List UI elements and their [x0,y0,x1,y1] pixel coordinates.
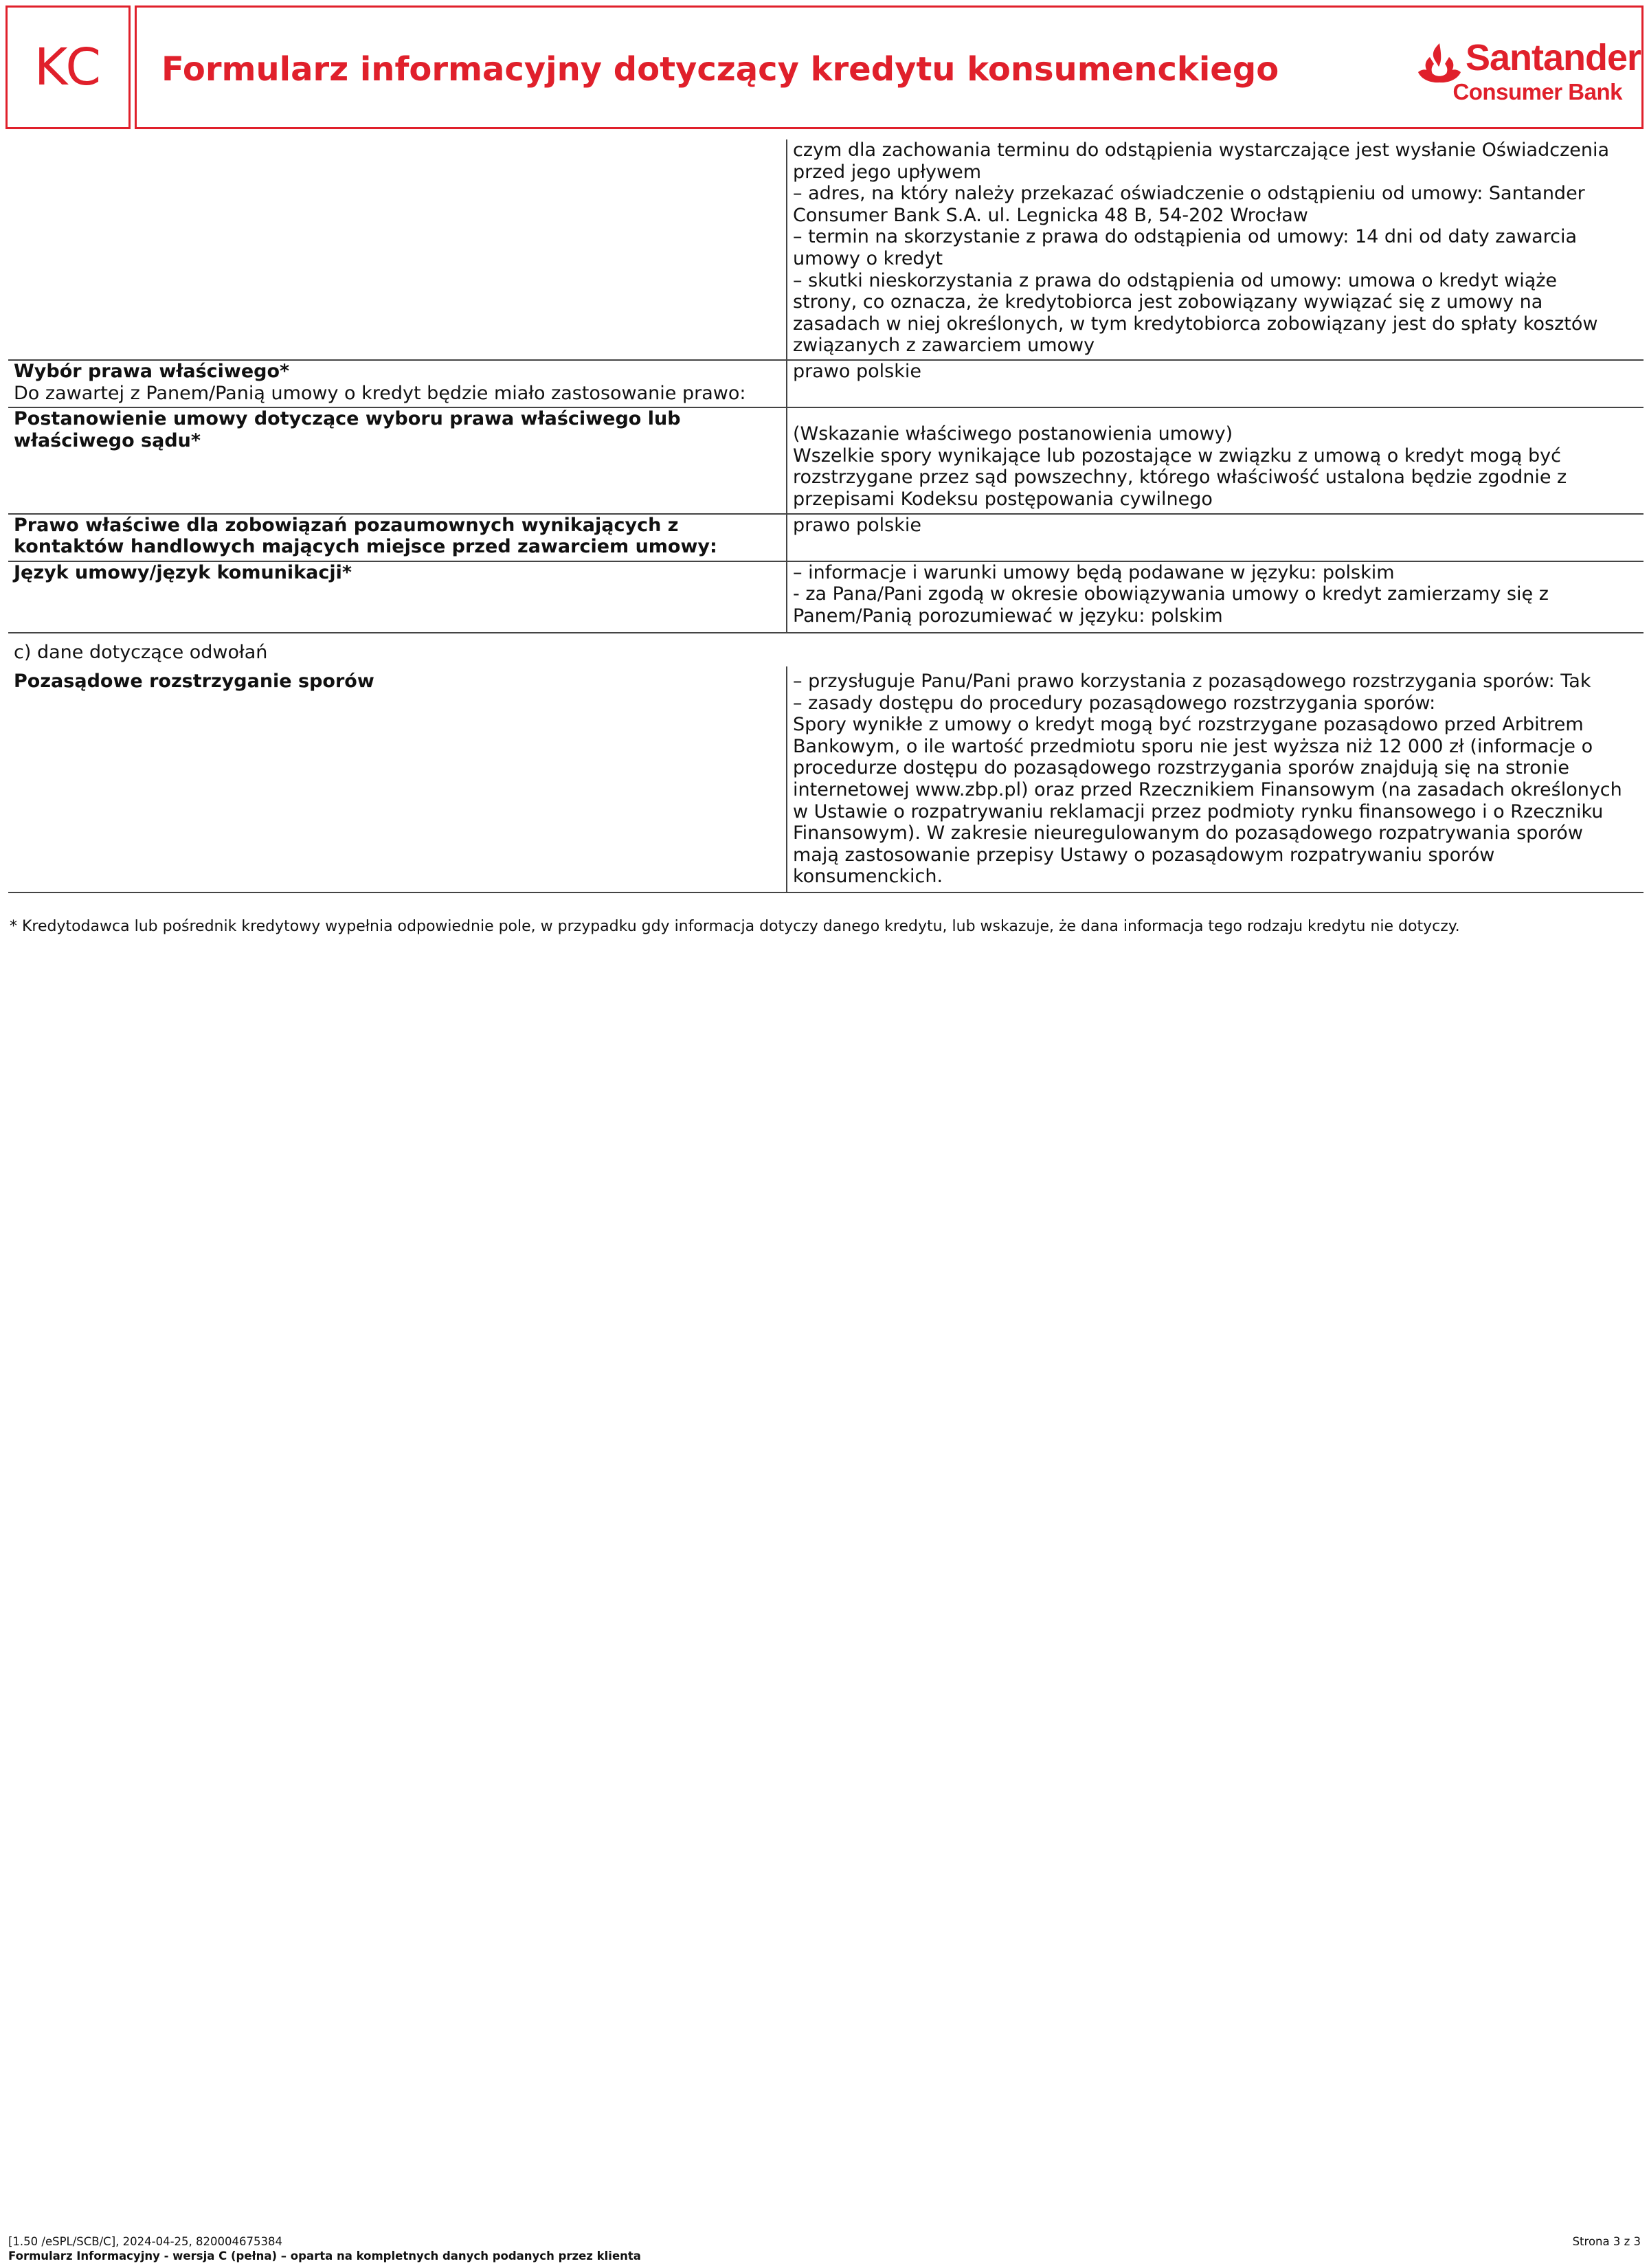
table-row [8,561,1644,633]
row-title: Postanowienie umowy dotyczące wyboru prawa właściwego lub właściwego sądu* [14,408,687,451]
santander-logo [1416,37,1641,108]
text-line: – skutki nieskorzystania z prawa do odstąpienia od umowy: umowa o kredyt wiąże [793,269,1558,291]
row-value: prawo polskie [787,360,1644,407]
text-line: Spory wynikłe z umowy o kredyt mogą być rozstrzygane pozasądowo przed Arbitrem [793,714,1584,736]
flame-icon [1416,42,1463,83]
brand-name: Santander [1466,37,1641,78]
row-title: Język umowy/język komunikacji* [14,561,352,583]
text-line: Finansowym). W zakresie nieuregulowanym do pozasądowego rozpatrywania sporów [793,822,1583,844]
row-value [787,561,1644,633]
text-line: Consumer Bank S.A. ul. Legnicka 48 B, 54-202 Wrocław [793,204,1308,226]
header-title-box [135,5,1644,129]
row-title: Pozasądowe rozstrzyganie sporów [14,671,374,693]
table-row [8,360,1644,407]
page-title: Formularz informacyjny dotyczący kredytu konsumenckiego [161,50,1279,89]
row-label-empty [8,139,787,360]
row-value: prawo polskie [787,514,1644,561]
table-row [8,139,1644,360]
section-spacer [787,633,1644,666]
text-line: – termin na skorzystanie z prawa do odstąpienia od umowy: 14 dni od daty zawarcia [793,226,1578,248]
table-row [8,666,1644,892]
text-line: konsumenckich. [793,866,943,888]
info-table [8,139,1644,893]
page-number: Strona 3 z 3 [1572,2235,1641,2248]
row-description: Do zawartej z Panem/Panią umowy o kredyt będzie miało zastosowanie prawo: [14,382,746,404]
section-heading: c) dane dotyczące odwołań [14,642,268,664]
text-line: Panem/Panią porozumiewać w języku: polskim [793,605,1223,627]
text-line: umowy o kredyt [793,247,943,269]
text-line: czym dla zachowania terminu do odstąpienia wystarczające jest wysłanie Oświadczenia [793,139,1610,161]
row-value [787,407,1644,513]
text-line: zasadach w niej określonych, w tym kredytobiorca zobowiązany jest do spłaty kosztów [793,313,1598,335]
row-value [787,666,1644,892]
footnote: * Kredytodawca lub pośrednik kredytowy wypełnia odpowiednie pole, w przypadku gdy informacja dotyczy danego kredytu, lub wskazuje, że dana informacja tego rodzaju kredytu nie dotyczy. [10,918,1460,935]
row-label [8,561,787,633]
text-line: – przysługuje Panu/Pani prawo korzystania z pozasądowego rozstrzygania sporów: Tak [793,671,1591,693]
text-line: (Wskazanie właściwego postanowienia umowy) [793,423,1233,445]
footer-reference: [1.50 /eSPL/SCB/C], 2024-04-25, 820004675384 [8,2235,282,2248]
row-label [8,360,787,407]
text-line: Bankowym, o ile wartość przedmiotu sporu nie jest wyższa niż 12 000 zł (informacje o [793,735,1593,757]
footer-info [8,2234,641,2263]
text-line: – zasady dostępu do procedury pozasądowego rozstrzygania sporów: [793,692,1436,714]
section-header-row [8,633,1644,666]
form-code-box [5,5,131,129]
text-line: strony, co oznacza, że kredytobiorca jest zobowiązany wywiązać się z umowy na [793,291,1543,313]
withdrawal-details [787,139,1644,360]
table-row [8,407,1644,513]
text-line: – adres, na który należy przekazać oświadczenie o odstąpieniu od umowy: Santander [793,183,1585,205]
text-line: internetowej www.zbp.pl) oraz przed Rzecznikiem Finansowym (na zasadach określonych [793,779,1622,801]
row-label [8,407,787,513]
text-line: Wszelkie spory wynikające lub pozostające w związku z umową o kredyt mogą być [793,445,1561,467]
brand-subtitle: Consumer Bank [1452,79,1622,104]
text-line: rozstrzygane przez sąd powszechny, którego właściwość ustalona będzie zgodnie z [793,467,1567,489]
row-title: Wybór prawa właściwego* [14,360,290,382]
text-line: przed jego upływem [793,161,981,183]
footer-document-name: Formularz Informacyjny - wersja C (pełna) – oparta na kompletnych danych podanych przez klienta [8,2249,641,2263]
row-title: Prawo właściwe dla zobowiązań pozaumownych wynikających z kontaktów handlowych mających miejsce przed zawarciem umowy: [14,514,717,558]
form-code: KC [34,38,102,97]
text-line: procedurze dostępu do pozasądowego rozstrzygania sporów znajdują się na stronie [793,757,1569,779]
text-line: – informacje i warunki umowy będą podawane w języku: polskim [793,561,1395,583]
row-label [8,666,787,892]
text-line: przepisami Kodeksu postępowania cywilnego [793,488,1213,510]
table-row [8,514,1644,561]
row-label [8,514,787,561]
text-line: - za Pana/Pani zgodą w okresie obowiązywania umowy o kredyt zamierzamy się z [793,583,1549,605]
text-line: mają zastosowanie przepisy Ustawy o pozasądowym rozpatrywaniu sporów [793,844,1495,866]
text-line: w Ustawie o rozpatrywaniu reklamacji przez podmioty rynku finansowego i o Rzeczniku [793,800,1604,822]
text-line: związanych z zawarciem umowy [793,335,1095,357]
